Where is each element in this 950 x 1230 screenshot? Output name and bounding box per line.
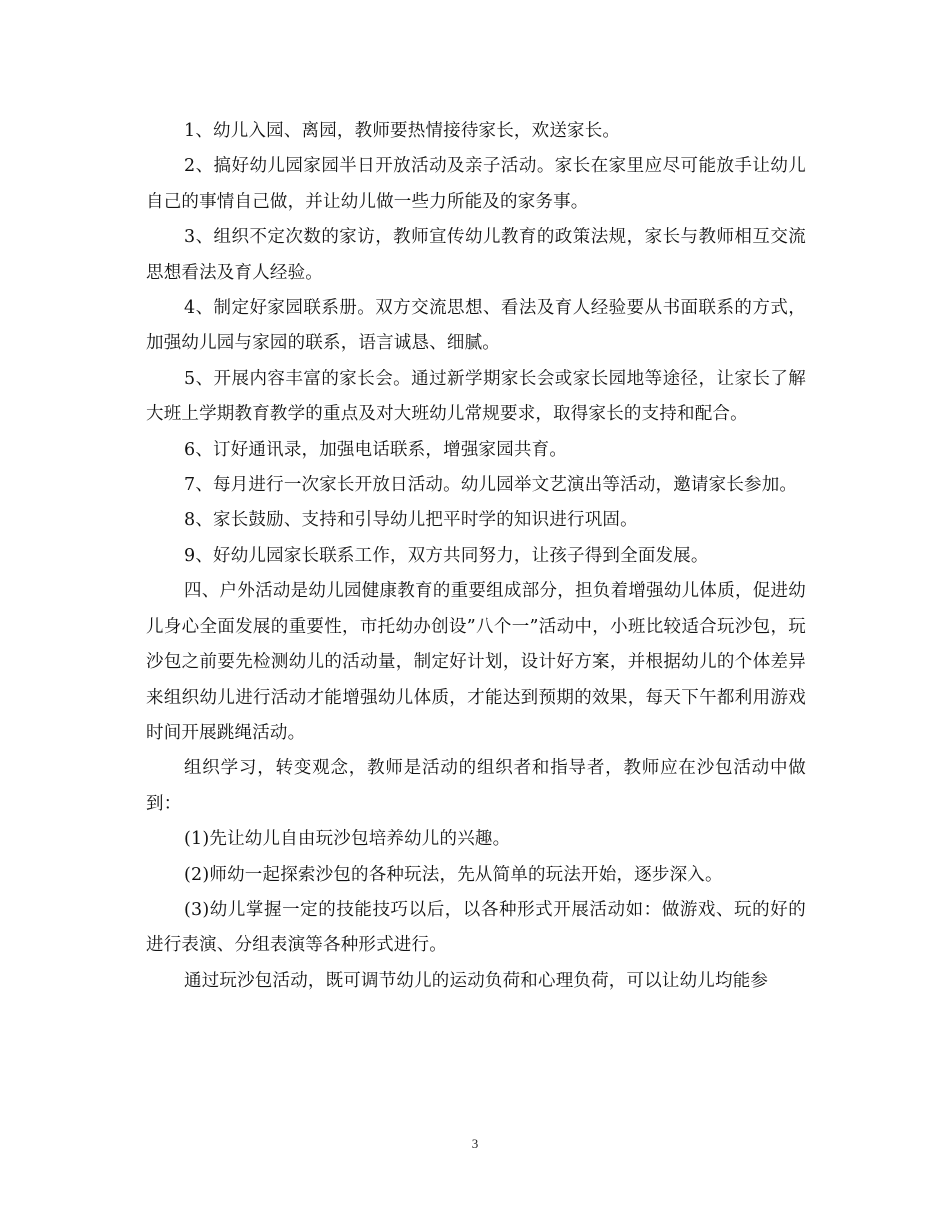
paragraph-item-6: 6、订好通讯录，加强电话联系，增强家园共育。 (184, 439, 568, 460)
page-number: 3 (471, 1136, 479, 1151)
paragraph-item-2: 2、搞好幼儿园家园半日开放活动及亲子活动。家长在家里应尽可能放手让幼儿自己的事情自己做，并让幼儿做一些力所能及的家务事。 (146, 156, 806, 212)
paragraph-item-3: 3、组织不定次数的家访，教师宣传幼儿教育的政策法规，家长与教师相互交流思想看法及育人经验。 (146, 227, 806, 283)
paragraph-item-7: 7、每月进行一次家长开放日活动。幼儿园举文艺演出等活动，邀请家长参加。 (184, 475, 798, 496)
paragraph-item-1: 1、幼儿入园、离园，教师要热情接待家长，欢送家长。 (184, 121, 621, 141)
paragraph-section-four: 四、户外活动是幼儿园健康教育的重要组成部分，担负着增强幼儿体质，促进幼儿身心全面发展的重要性，市托幼办创设”八个一”活动中，小班比较适合玩沙包，玩沙包之前要先检测幼儿的活动量，制定好计划，设计好方案，并根据幼儿的个体差异来组织幼儿进行活动才能增强幼儿体质，才能达到预期的效果，每天下午都利用游戏时间开展跳绳活动。 (146, 581, 806, 743)
paragraph-item-8: 8、家长鼓励、支持和引导幼儿把平时学的知识进行巩固。 (184, 510, 638, 531)
document-body (146, 114, 806, 999)
paragraph-step-2: (2)师幼一起探索沙包的各种玩法，先从简单的玩法开始，逐步深入。 (184, 864, 723, 885)
paragraph-item-5: 5、开展内容丰富的家长会。通过新学期家长会或家长园地等途径，让家长了解大班上学期教育教学的重点及对大班幼儿常规要求，取得家长的支持和配合。 (146, 368, 806, 425)
paragraph-study-intro: 组织学习，转变观念，教师是活动的组织者和指导者，教师应在沙包活动中做到： (146, 758, 806, 814)
paragraph-step-3: (3)幼儿掌握一定的技能技巧以后，以各种形式开展活动如：做游戏、玩的好的进行表演、分组表演等各种形式进行。 (146, 899, 806, 956)
paragraph-conclusion: 通过玩沙包活动，既可调节幼儿的运动负荷和心理负荷，可以让幼儿均能参 (184, 970, 769, 991)
paragraph-item-4: 4、制定好家园联系册。双方交流思想、看法及育人经验要从书面联系的方式，加强幼儿园与家园的联系，语言诚恳、细腻。 (146, 298, 806, 354)
paragraph-step-1: (1)先让幼儿自由玩沙包培养幼儿的兴趣。 (184, 829, 511, 850)
paragraph-item-9: 9、好幼儿园家长联系工作，双方共同努力，让孩子得到全面发展。 (184, 545, 709, 566)
